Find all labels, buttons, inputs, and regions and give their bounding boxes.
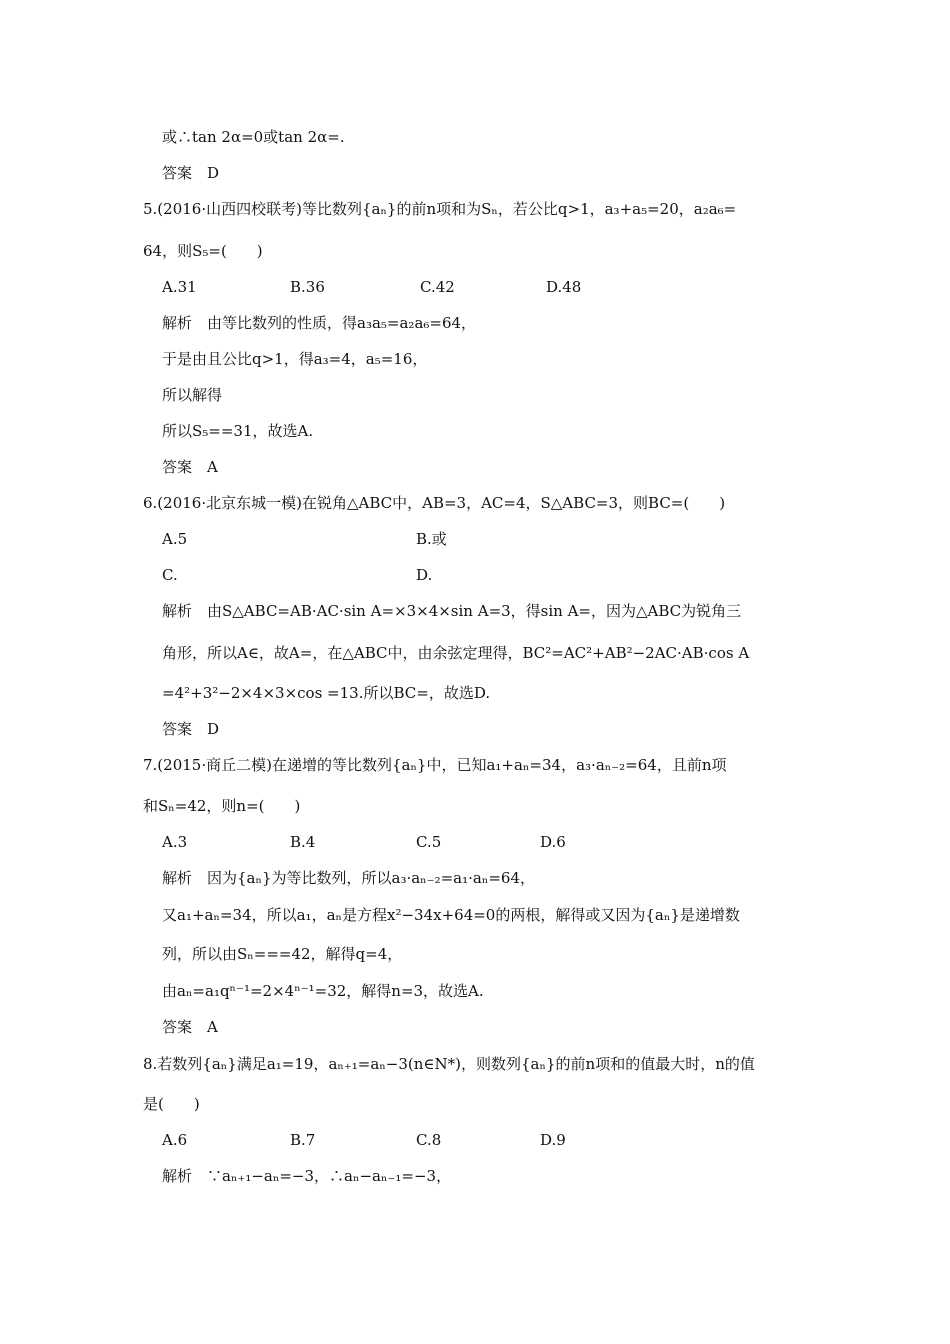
q6-option-d: D. bbox=[416, 566, 433, 584]
q5-option-b: B.36 bbox=[290, 278, 325, 296]
q7-stem-line2: 和Sₙ=42，则n=( ) bbox=[143, 797, 301, 815]
q8-option-b: B.7 bbox=[290, 1131, 316, 1149]
q5-analysis-line3: 所以解得 bbox=[162, 386, 223, 404]
q6-analysis-line2: 角形，所以A∈，故A=，在△ABC中，由余弦定理得，BC²=AC²+AB²−2AC·AB·cos A bbox=[162, 644, 750, 662]
q8-option-d: D.9 bbox=[540, 1131, 566, 1149]
prev-answer: 答案 D bbox=[162, 164, 220, 182]
q6-stem-line1: 6.(2016·北京东城一模)在锐角△ABC中，AB=3，AC=4，S△ABC=3，则BC=( ) bbox=[143, 494, 726, 512]
q5-option-c: C.42 bbox=[420, 278, 455, 296]
q7-analysis-line2: 又a₁+aₙ=34，所以a₁，aₙ是方程x²−34x+64=0的两根，解得或又因为{aₙ}是递增数 bbox=[162, 906, 740, 924]
q5-analysis-line4: 所以S₅==31，故选A. bbox=[162, 422, 314, 440]
q6-option-c: C. bbox=[162, 566, 178, 584]
q6-analysis-line1: 解析 由S△ABC=AB·AC·sin A=×3×4×sin A=3，得sin A=，因为△ABC为锐角三 bbox=[162, 602, 742, 620]
q7-option-b: B.4 bbox=[290, 833, 316, 851]
q6-option-a: A.5 bbox=[162, 530, 188, 548]
q7-option-d: D.6 bbox=[540, 833, 566, 851]
q8-option-a: A.6 bbox=[162, 1131, 188, 1149]
q7-analysis-line1: 解析 因为{aₙ}为等比数列，所以a₃·aₙ₋₂=a₁·aₙ=64， bbox=[162, 869, 535, 887]
q7-option-c: C.5 bbox=[416, 833, 442, 851]
q5-stem-line1: 5.(2016·山西四校联考)等比数列{aₙ}的前n项和为Sₙ，若公比q>1，a₃+a₅=20，a₂a₆= bbox=[143, 200, 737, 218]
q7-analysis-line3: 列，所以由Sₙ===42，解得q=4， bbox=[162, 945, 403, 963]
q7-analysis-line4: 由aₙ=a₁qⁿ⁻¹=2×4ⁿ⁻¹=32，解得n=3，故选A. bbox=[162, 982, 484, 1000]
q8-option-c: C.8 bbox=[416, 1131, 442, 1149]
q7-answer: 答案 A bbox=[162, 1018, 218, 1036]
q5-analysis-line2: 于是由且公比q>1，得a₃=4，a₅=16， bbox=[162, 350, 428, 368]
q5-answer: 答案 A bbox=[162, 458, 218, 476]
q5-option-a: A.31 bbox=[162, 278, 197, 296]
q7-option-a: A.3 bbox=[162, 833, 188, 851]
q8-stem-line2: 是( ) bbox=[143, 1095, 200, 1113]
q6-option-b: B.或 bbox=[416, 530, 447, 548]
q5-option-d: D.48 bbox=[546, 278, 582, 296]
prev-analysis-line: 或∴tan 2α=0或tan 2α=. bbox=[162, 128, 345, 146]
q6-answer: 答案 D bbox=[162, 720, 220, 738]
q8-stem-line1: 8.若数列{aₙ}满足a₁=19，aₙ₊₁=aₙ−3(n∈N*)，则数列{aₙ}的前n项和的值最大时，n的值 bbox=[143, 1055, 755, 1073]
q5-stem-line2: 64，则S₅=( ) bbox=[143, 242, 263, 260]
q7-stem-line1: 7.(2015·商丘二模)在递增的等比数列{aₙ}中，已知a₁+aₙ=34，a₃·aₙ₋₂=64，且前n项 bbox=[143, 756, 727, 774]
q8-analysis-line1: 解析 ∵aₙ₊₁−aₙ=−3，∴aₙ−aₙ₋₁=−3， bbox=[162, 1167, 452, 1185]
q6-analysis-line3: =4²+3²−2×4×3×cos =13.所以BC=，故选D. bbox=[162, 684, 491, 702]
q5-analysis-line1: 解析 由等比数列的性质，得a₃a₅=a₂a₆=64， bbox=[162, 314, 477, 332]
